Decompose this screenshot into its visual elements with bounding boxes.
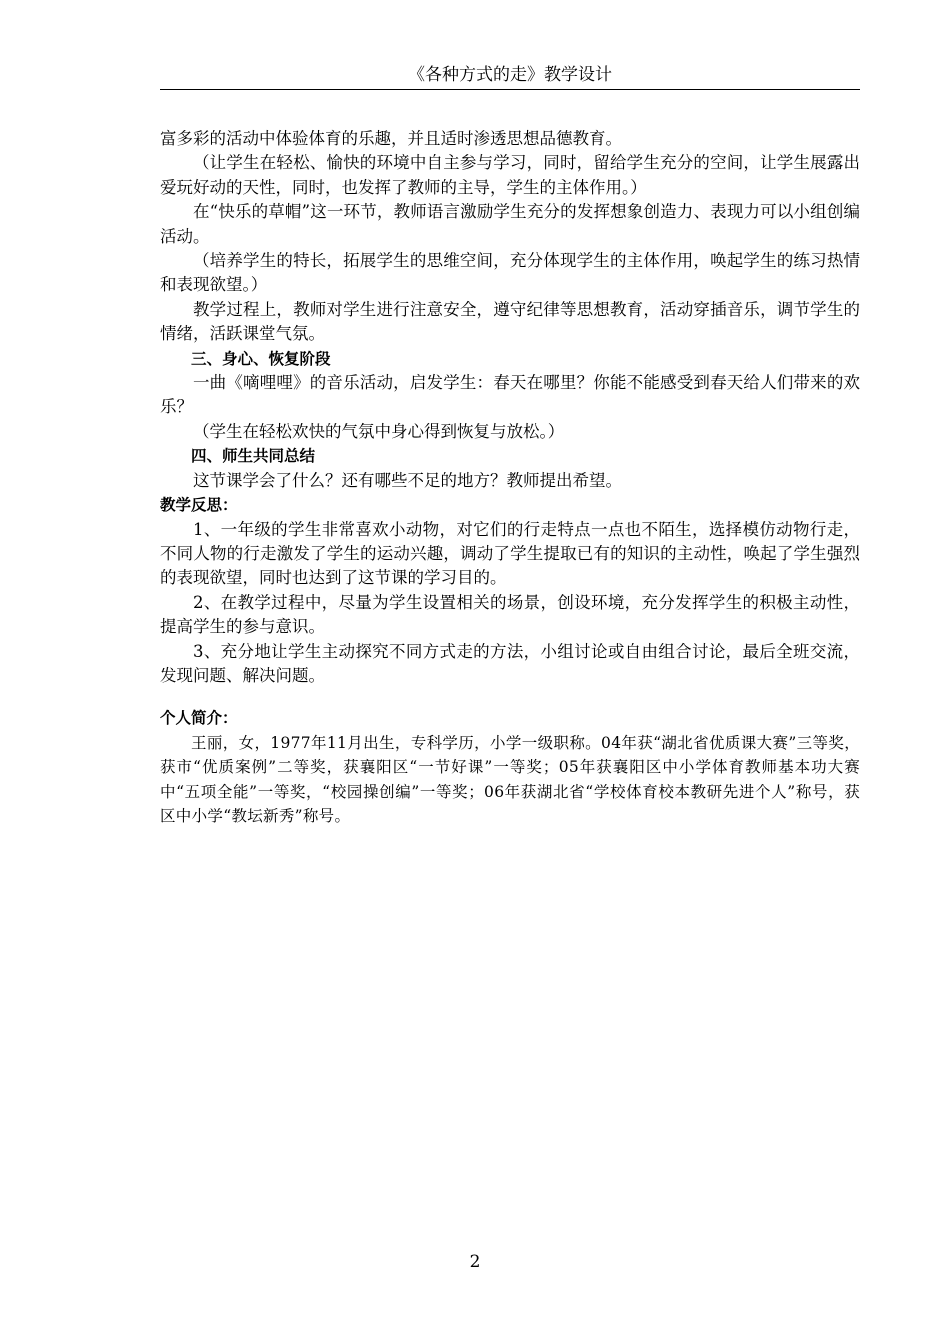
paragraph-continuation: 富多彩的活动中体验体育的乐趣，并且适时渗透思想品德教育。 <box>160 129 622 148</box>
paragraph-straw-hat: 在“快乐的草帽”这一环节，教师语言激励学生充分的发挥想象创造力、表现力可以小组创编活动。 <box>160 202 860 246</box>
reflection-heading: 教学反思： <box>160 496 238 515</box>
reflection-item: 1、一年级的学生非常喜欢小动物，对它们的行走特点一点也不陌生，选择模仿动物行走，不同人物的行走激发了学生的运动兴趣，调动了学生提取已有的知识的主动性，唤起了学生强烈的表现欲望，同时也达到了这节课的学习目的。 <box>160 519 860 588</box>
paragraph-summary: 这节课学会了什么？还有哪些不足的地方？教师提出希望。 <box>193 470 622 490</box>
document-title: 《各种方式的走》教学设计 <box>408 65 612 85</box>
bio-text: 王丽，女，1977年11月出生，专科学历，小学一级职称。04年获“湖北省优质课大赛”三等奖，获市“优质案例”二等奖，获襄阳区“一节好课”一等奖；05年获襄阳区中小学体育教师基本功大赛中“五项全能”一等奖，“校园操创编”一等奖；06年获湖北省“学校体育校本教研先进个人”称号，获区中小学“教坛新秀”称号。 <box>160 733 860 825</box>
section-heading-recovery: 三、身心、恢复阶段 <box>191 349 331 368</box>
paragraph-note-2: （培养学生的特长，拓展学生的思维空间，充分体现学生的主体作用，唤起学生的练习热情和表现欲望。） <box>160 251 860 295</box>
paragraph-teaching-process: 教学过程上，教师对学生进行注意安全，遵守纪律等思想教育，活动穿插音乐，调节学生的情绪，活跃课堂气氛。 <box>160 299 860 344</box>
reflection-item: 3、充分地让学生主动探究不同方式走的方法，小组讨论或自由组合讨论，最后全班交流，发现问题、解决问题。 <box>160 641 860 685</box>
paragraph-note-3: （学生在轻松欢快的气氛中身心得到恢复与放松。） <box>193 421 565 441</box>
page-number: 2 <box>469 1252 481 1272</box>
paragraph-music-activity: 一曲《嘀哩哩》的音乐活动，启发学生：春天在哪里？你能不能感受到春天给人们带来的欢乐？ <box>160 373 860 417</box>
document-body <box>160 127 860 828</box>
reflection-item: 2、在教学过程中，尽量为学生设置相关的场景，创设环境，充分发挥学生的积极主动性，提高学生的参与意识。 <box>160 592 860 637</box>
bio-heading: 个人简介： <box>160 709 238 728</box>
spacer <box>160 688 860 706</box>
header-rule <box>160 89 860 90</box>
paragraph-note-1: （让学生在轻松、愉快的环境中自主参与学习，同时，留给学生充分的空间，让学生展露出爱玩好动的天性，同时，也发挥了教师的主导，学生的主体作用。） <box>160 153 860 197</box>
section-heading-summary: 四、师生共同总结 <box>191 447 316 466</box>
